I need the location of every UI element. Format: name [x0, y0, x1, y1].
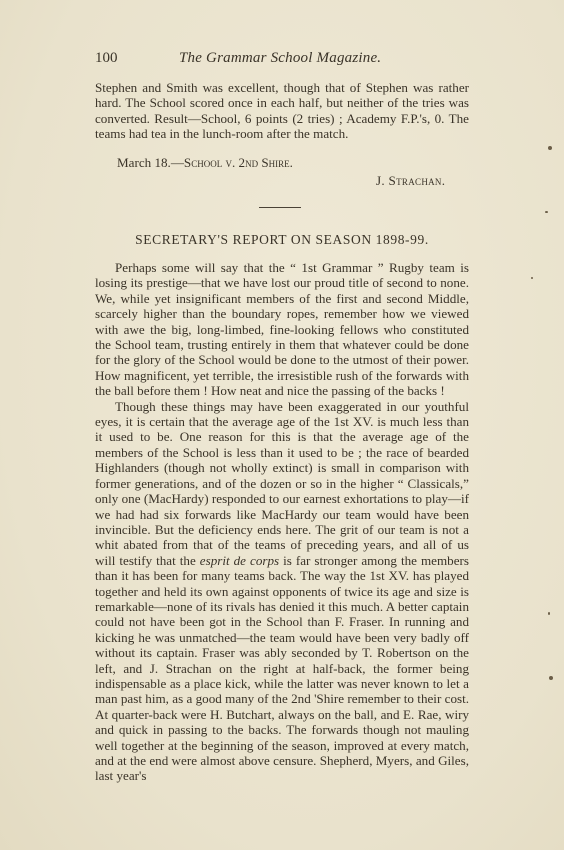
paper-speck — [531, 277, 533, 279]
report-paragraph-2-part-b: is far stronger among the members than it has been for many teams back. The way the 1st XV. has played together and held its own against opponents of twice its age and size is remarkable—none of its rivals has denied it this much. A better captain could not have been got in the School than F. Fraser. In running and kicking he was unmatched—the team would have been very badly off without its captain. Fraser was ably seconded by T. Robertson on the left, and J. Strachan on the right at half-back, the former being indispensable as a place kick, while the latter was never known to let a man past him, as a good many of the 2nd 'Shire remember to their cost. At quarter-back were H. Butchart, always on the ball, and E. Rae, wiry and quick in passing to the backs. The forwards though not mauling well together at the beginning of the season, improved at every match, and at the end were almost above censure. Shepherd, Myers, and Giles, last year's — [95, 552, 469, 784]
report-paragraph-1: Perhaps some will say that the “ 1st Grammar ” Rugby team is losing its prestige—that we have lost our proud title of second to none. We, while yet insignificant members of the first and second Middle, scarcely higher than the boundary ropes, remember how we viewed with awe the big, long-limbed, fine-looking fellows who constituted the School team, trusting entirely in them that whatever could be done for the glory of the School would be done to the utmost of their power. How magnificent, yet terrible, the irresistible rush of the forwards with the ball before them ! How neat and nice the passing of the backs ! — [95, 260, 469, 399]
report-paragraph-2-part-a: Though these things may have been exaggerated in our youthful eyes, it is certain that the average age of the 1st XV. is much less than it used to be. One reason for this is that the average age of the members of the School is less than it used to be ; the race of bearded Highlanders (though not wholly extinct) is small in comparison with former generations, and of the dozen or so in the higher “ Classicals,” only one (MacHardy) responded to our earnest exhortations to play—if we had had six forwards like MacHardy our team would have been invincible. But the deficiency ends here. The grit of our team is not a whit abated from that of the teams of preceding years, and all of us will testify that the — [95, 398, 469, 568]
match-report-ending — [95, 80, 469, 142]
paper-speck — [548, 612, 550, 615]
italic-phrase: esprit de corps — [199, 552, 280, 568]
fixture-date: March 18.— — [117, 155, 184, 170]
magazine-title: The Grammar School Magazine. — [179, 50, 382, 66]
author-signature: J. Strachan. — [376, 173, 446, 188]
fixture-line — [117, 155, 293, 171]
match-report-paragraph: Stephen and Smith was excellent, though that of Stephen was rather hard. The School scored once in each half, but neither of the tries was converted. Result—School, 6 points (2 tries) ; Academy F.P.'s, 0. The teams had tea in the lunch-room after the match. — [95, 80, 469, 142]
section-title: SECRETARY'S REPORT ON SEASON 1898-99. — [135, 232, 429, 247]
section-divider — [259, 207, 301, 208]
paper-speck — [549, 676, 553, 680]
paper-speck — [545, 211, 548, 213]
paper-speck — [548, 146, 552, 150]
page-header — [95, 50, 475, 70]
report-paragraph-2 — [95, 399, 469, 784]
secretary-report-body — [95, 260, 469, 784]
page-number: 100 — [95, 50, 118, 66]
fixture-match: School v. 2nd Shire. — [183, 155, 293, 170]
